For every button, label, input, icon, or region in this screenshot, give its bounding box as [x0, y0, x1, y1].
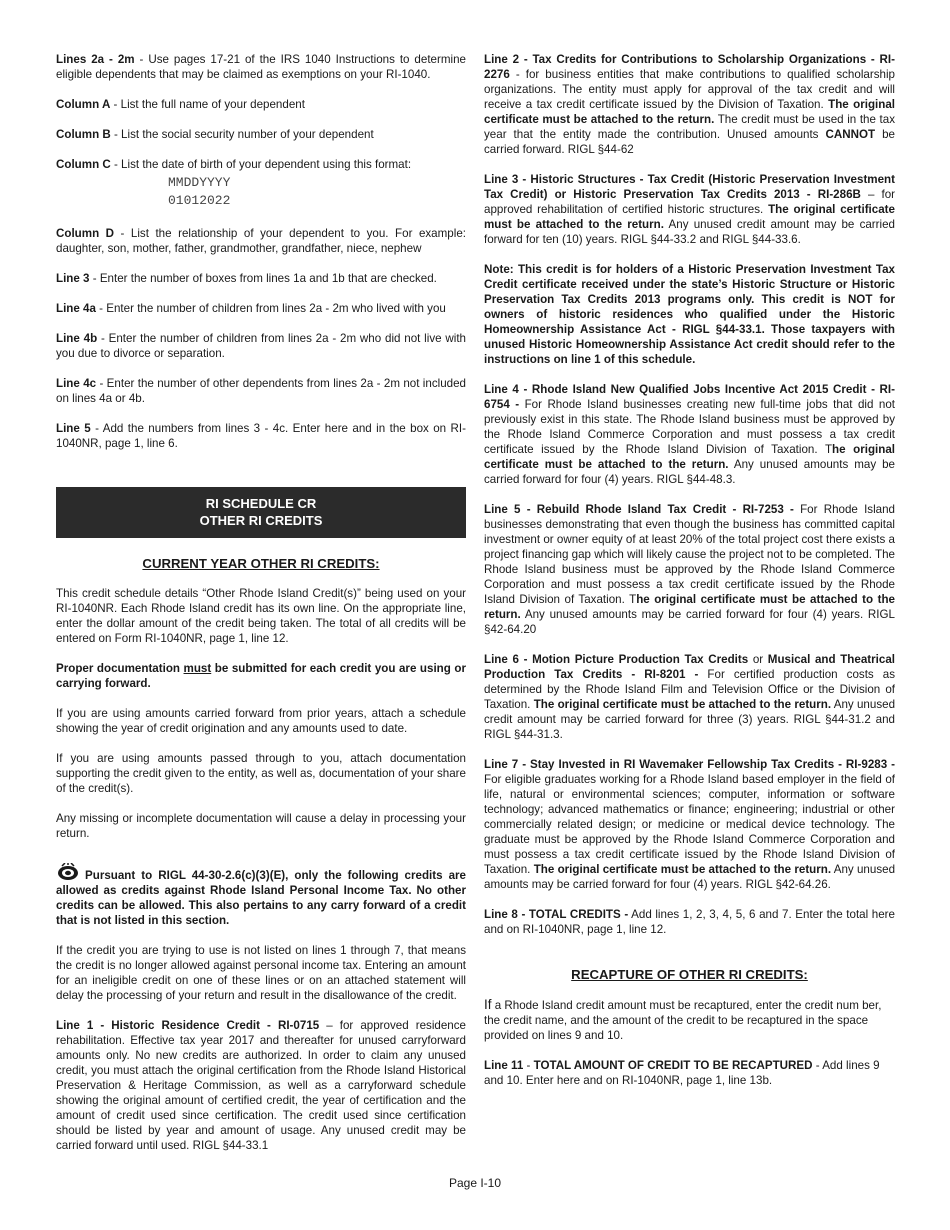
recapture-heading: RECAPTURE OF OTHER RI CREDITS: — [571, 967, 808, 982]
proper-documentation-paragraph: Proper documentation must be submitted for each credit you are using or carrying forward. — [56, 662, 466, 690]
line-5-credit-paragraph: Line 5 - Rebuild Rhode Island Tax Credit - RI-7253 - For Rhode Island businesses demonstrating that even though the business has committed capital investment or owner equity of at least 20% of the total project cost there exists a project financing gap which will likely cause the project not to be completed. The Rhode Island business must be approved by the Rhode Island Commerce Corporation and must possess a tax credit certificate issued by the Rhode Island Division of Taxation. The original certificate must be attached to the return. Any unused amounts may be carried forward for four (4) years. RIGL §42-64.20 — [484, 503, 896, 636]
passed-through-paragraph: If you are using amounts passed through to you, attach documentation supporting the credit given to the entity, as well as, documentation of your share of the credit(s). — [56, 752, 466, 795]
banner-subtitle: OTHER RI CREDITS — [199, 513, 323, 528]
date-example: 01012022 — [168, 193, 231, 208]
recapture-paragraph: If a Rhode Island credit amount must be recaptured, enter the credit num ber, the credit name, and the amount of the credit to be recaptured in the space provided on lines 9 and 10. — [484, 997, 882, 1042]
line-8-paragraph: Line 8 - TOTAL CREDITS - Add lines 1, 2, 3, 4, 5, 6 and 7. Enter the total here and on RI-1040NR, page 1, line 12. — [484, 908, 895, 936]
line-4-paragraph: Line 4 - Rhode Island New Qualified Jobs Incentive Act 2015 Credit - RI-6754 - For Rhode Island businesses creating new full-time jobs that did not previously exist in this state. The Rhode Island business must be approved by the Rhode Island Commerce Corporation and must possess a tax credit certificate issued by the Rhode Island Division of Taxation. The original certificate must be attached to the return. Any unused amounts may be carried forward for four (4) years. RIGL §44-48.3. — [484, 383, 895, 486]
column-c-paragraph: Column C - List the date of birth of your dependent using this format: — [56, 158, 412, 171]
column-a-paragraph: Column A - List the full name of your dependent — [56, 98, 305, 111]
rigl-note-paragraph: Pursuant to RIGL 44-30-2.6(c)(3)(E), only the following credits are allowed as credits against Rhode Island Personal Income Tax. No other credits can be allowed. This also pertains to any carry forward of a credit that is not listed in this section. — [56, 863, 466, 928]
not-listed-paragraph: If the credit you are trying to use is not listed on lines 1 through 7, that means the credit is no longer allowed against personal income tax. Entering an amount for an ineligible credit on one of these lines or on an attached statement will delay the processing of your return and result in the disallowance of the credit. — [56, 944, 466, 1002]
line-3-paragraph: Line 3 - Enter the number of boxes from lines 1a and 1b that are checked. — [56, 272, 437, 285]
line-6-paragraph: Line 6 - Motion Picture Production Tax Credits or Musical and Theatrical Production Tax Credits - RI-8201 - For certified production costs as determined by the Rhode Island Film and Television Office or the Division of Taxation. The original certificate must be attached to the return. Any unused credit amount may be carried forward for three (3) years. RIGL §44-31.2 and RIGL §44-31.3. — [484, 653, 896, 741]
right-column — [484, 52, 895, 1103]
line-3-credit-paragraph: Line 3 - Historic Structures - Tax Credit (Historic Preservation Investment Tax Credit) or Historic Preservation Tax Credits 2013 - RI-286B – for approved rehabilitation of certified historic structures. The original certificate must be attached to the return. Any unused credit amount may be carried forward for ten (10) years. RIGL §44-33.2 and RIGL §44-33.6. — [484, 173, 896, 246]
line-11-paragraph: Line 11 - TOTAL AMOUNT OF CREDIT TO BE RECAPTURED - Add lines 9 and 10. Enter here and on RI-1040NR, page 1, line 13b. — [484, 1059, 880, 1087]
line-4a-paragraph: Line 4a - Enter the number of children from lines 2a - 2m who lived with you — [56, 302, 446, 315]
line-1-paragraph: Line 1 - Historic Residence Credit - RI-0715 – for approved residence rehabilitation. Effective tax year 2017 and thereafter for unused carryforward amounts only. No new credits are authorized. In order to claim any unused credit, you must attach the original certification from the Rhode Island Historical Preservation & Heritage Commission, as well as a carryforward schedule showing the original amount of certified credit, the year of certification and the amount of credit used since certification. The credit used since certification should be listed by year and amount of usage. Any unused credit may be carried forward until used. RIGL §44-33.1 — [56, 1019, 466, 1152]
column-b-paragraph: Column B - List the social security number of your dependent — [56, 128, 374, 141]
line-7-paragraph: Line 7 - Stay Invested in RI Wavemaker Fellowship Tax Credits - RI-9283 - For eligible graduates working for a Rhode Island based employer in the field of life, natural or environmental sciences; computer, information or software technology; advanced mathematics or finance; engineering; industrial or other commercially related design; or medicine or medical device technology. The graduate must be approved by the Rhode Island Commerce Corporation and must possess a tax credit certificate issued by the Rhode Island Division of Taxation. The original certificate must be attached to the return. Any unused amounts may be carried forward for four (4) years. RIGL §42-64.26. — [484, 758, 896, 891]
left-column — [56, 52, 466, 1168]
carryforward-paragraph: If you are using amounts carried forward from prior years, attach a schedule showing the year of credit origination and any amounts used to date. — [56, 707, 466, 735]
date-format-example — [56, 174, 466, 210]
line-4c-paragraph: Line 4c - Enter the number of other dependents from lines 2a - 2m not included on lines 4a or 4b. — [56, 377, 466, 405]
intro-paragraph: This credit schedule details “Other Rhode Island Credit(s)” being used on your RI-1040NR. Each Rhode Island credit has its own line. On the appropriate line, enter the dollar amount of the credit being taken. The total of all credits will be entered on Form RI-1040NR, page 1, line 12. — [56, 587, 466, 645]
schedule-cr-banner — [56, 487, 466, 538]
page-number: Page I-10 — [448, 1176, 502, 1190]
line-4b-paragraph: Line 4b - Enter the number of children from lines 2a - 2m who did not live with you due to divorce or separation. — [56, 332, 466, 360]
line-2-paragraph: Line 2 - Tax Credits for Contributions to Scholarship Organizations - RI-2276 - for business entities that make contributions to qualified scholarship organizations. The entity must apply for approval of the tax credit and will receive a tax credit certificate issued by the Division of Taxation. The original certificate must be attached to the return. The credit must be used in the tax year that the entity made the contribution. Unused amounts CANNOT be carried forward. RIGL §44-62 — [484, 53, 896, 156]
missing-documentation-paragraph: Any missing or incomplete documentation will cause a delay in processing your return. — [56, 812, 466, 840]
line-5-paragraph: Line 5 - Add the numbers from lines 3 - 4c. Enter here and in the box on RI-1040NR, page 1, line 6. — [56, 422, 466, 450]
column-d-paragraph: Column D - List the relationship of your dependent to you. For example: daughter, son, mother, father, grandmother, grandfather, niece, nephew — [56, 227, 466, 255]
historic-note-paragraph: Note: This credit is for holders of a Historic Preservation Investment Tax Credit certificate received under the state’s Historic Structure or Historic Preservation Tax Credits 2013 programs only. This credit is NOT for owners of historic residences who qualified under the Historic Homeownership Assistance Act - RIGL §44-33.1. Those taxpayers with unused Historic Homeownership Assistance Act credit should refer to the instructions on line 1 of this schedule. — [484, 263, 895, 366]
banner-title: RI SCHEDULE CR — [205, 496, 317, 511]
caution-icon — [56, 863, 80, 881]
lines-2a-2m-paragraph: Lines 2a - 2m - Use pages 17-21 of the IRS 1040 Instructions to determine eligible dependents that may be claimed as exemptions on your RI-1040. — [56, 53, 466, 81]
date-format: MMDDYYYY — [168, 175, 231, 190]
current-year-heading: CURRENT YEAR OTHER RI CREDITS: — [142, 556, 380, 571]
